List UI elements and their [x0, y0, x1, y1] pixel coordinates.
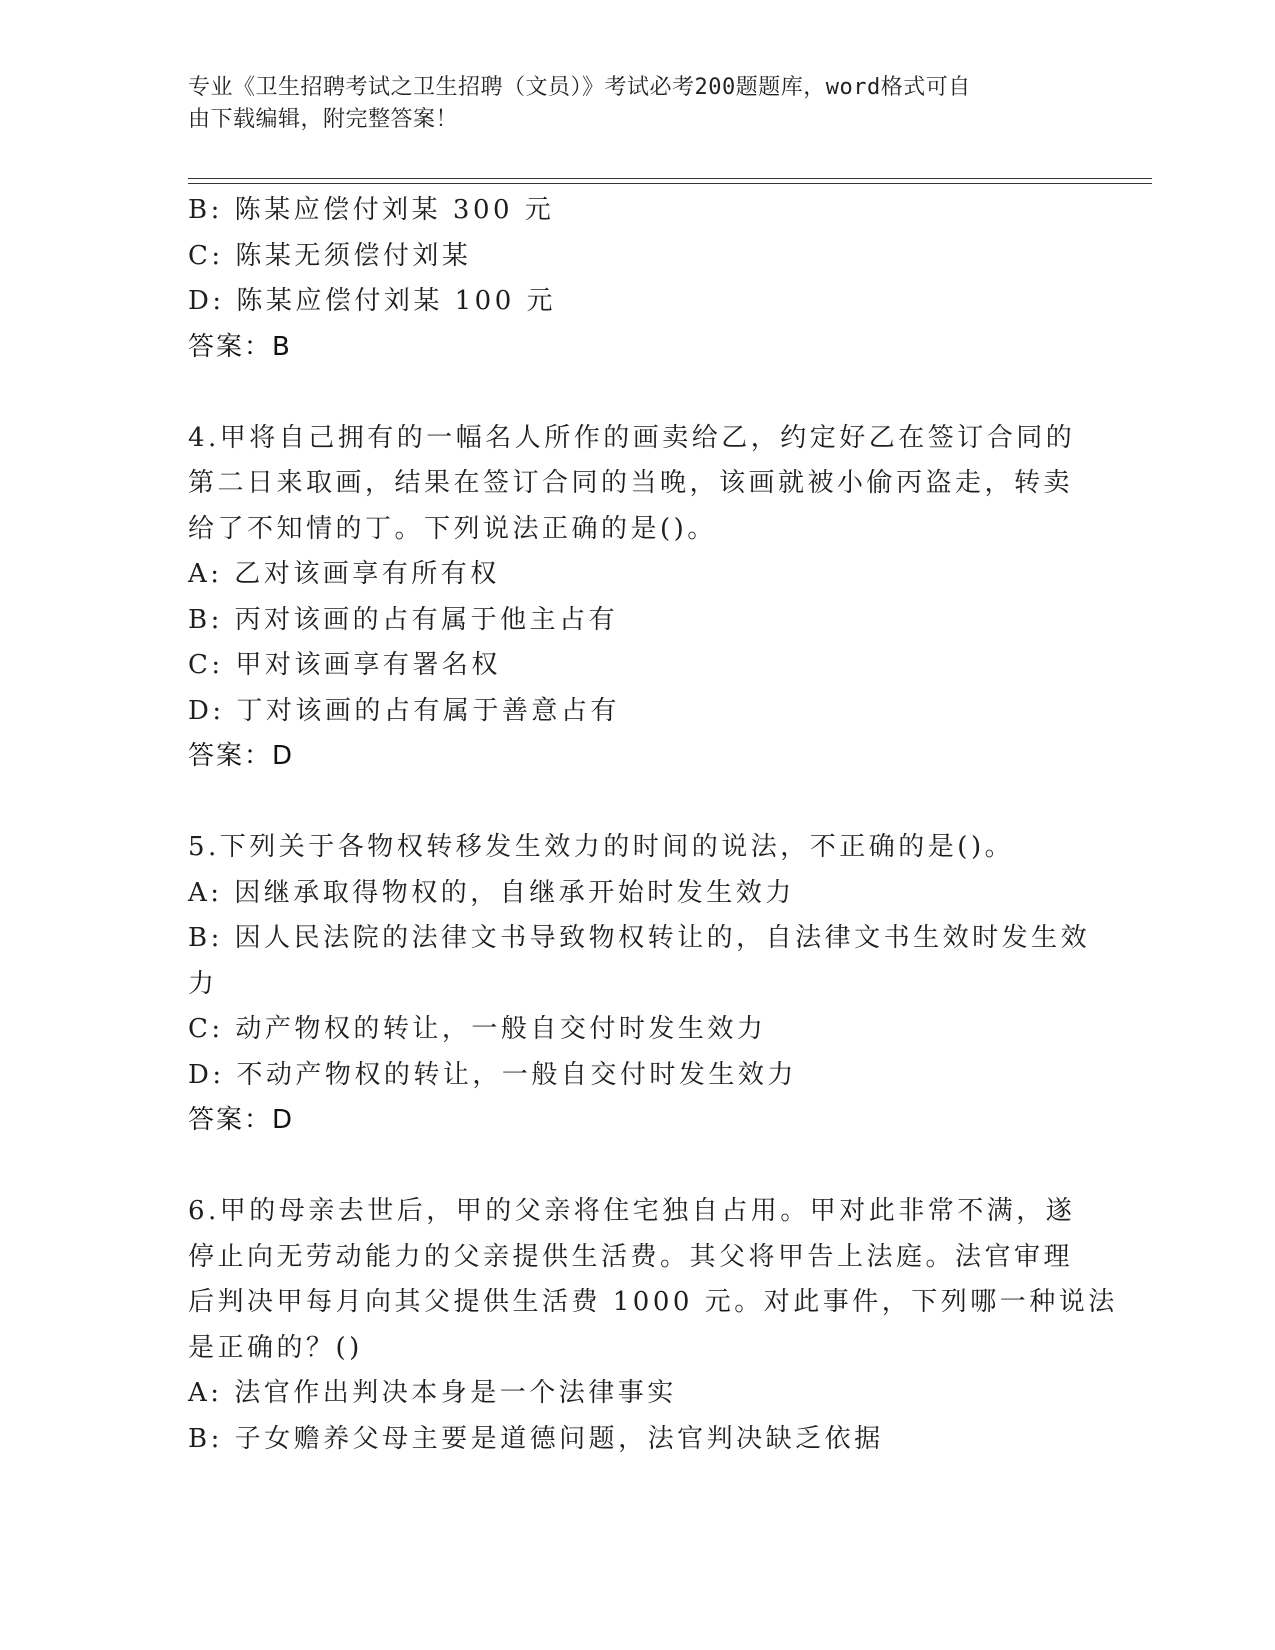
header-title-line-2: 由下载编辑，附完整答案！ — [188, 107, 459, 132]
answer-line: 答案：D — [188, 741, 295, 771]
spacer — [188, 780, 1078, 826]
question-4 — [188, 416, 1078, 780]
question-content — [188, 188, 1118, 1462]
question-stem-line: 6.甲的母亲去世后，甲的父亲将住宅独自占用。甲对此非常不满，遂 — [188, 1196, 1076, 1226]
question-stem-line: 停止向无劳动能力的父亲提供生活费。其父将甲告上法庭。法官审理 — [188, 1241, 1074, 1272]
option-c: C: 甲对该画享有署名权 — [188, 650, 501, 680]
question-stem-line: 5.下列关于各物权转移发生效力的时间的说法，不正确的是()。 — [188, 832, 1015, 862]
question-stem-line: 是正确的？() — [188, 1332, 363, 1363]
question-6 — [188, 1189, 1118, 1462]
option-b: B: 丙对该画的占有属于他主占有 — [188, 604, 619, 635]
option-b-continued: 力 — [188, 968, 218, 999]
document-header — [188, 72, 1068, 136]
option-d: D: 不动产物权的转让，一般自交付时发生效力 — [188, 1059, 797, 1090]
option-d: D: 丁对该画的占有属于善意占有 — [188, 695, 620, 726]
question-stem-line: 给了不知情的丁。下列说法正确的是()。 — [188, 513, 717, 544]
option-d: D: 陈某应偿付刘某 100 元 — [188, 286, 557, 316]
option-b: B: 因人民法院的法律文书导致物权转让的，自法律文书生效时发生效 — [188, 923, 1091, 953]
option-c: C: 陈某无须偿付刘某 — [188, 240, 472, 271]
question-stem-line: 第二日来取画，结果在签订合同的当晚，该画就被小偷丙盗走，转卖 — [188, 468, 1074, 498]
option-b: B: 子女赡养父母主要是道德问题，法官判决缺乏依据 — [188, 1423, 884, 1454]
answer-line: 答案：D — [188, 1105, 295, 1135]
spacer — [188, 370, 1078, 416]
option-a: A: 乙对该画享有所有权 — [188, 559, 500, 589]
question-stem-line: 后判决甲每月向其父提供生活费 1000 元。对此事件，下列哪一种说法 — [188, 1287, 1118, 1317]
question-stem-line: 4.甲将自己拥有的一幅名人所作的画卖给乙，约定好乙在签订合同的 — [188, 422, 1076, 453]
option-c: C: 动产物权的转让，一般自交付时发生效力 — [188, 1014, 767, 1044]
question-3-continued — [188, 188, 1078, 370]
header-divider-top — [188, 178, 1152, 179]
option-a: A: 法官作出判决本身是一个法律事实 — [188, 1378, 677, 1408]
answer-line: 答案：B — [188, 331, 292, 362]
option-a: A: 因继承取得物权的，自继承开始时发生效力 — [188, 877, 795, 908]
spacer — [188, 1144, 1078, 1190]
header-divider-bottom — [188, 183, 1152, 184]
header-title-line-1: 专业《卫生招聘考试之卫生招聘（文员）》考试必考200题题库，word格式可自 — [188, 75, 971, 100]
question-5 — [188, 825, 1091, 1144]
option-b: B: 陈某应偿付刘某 300 元 — [188, 195, 555, 225]
